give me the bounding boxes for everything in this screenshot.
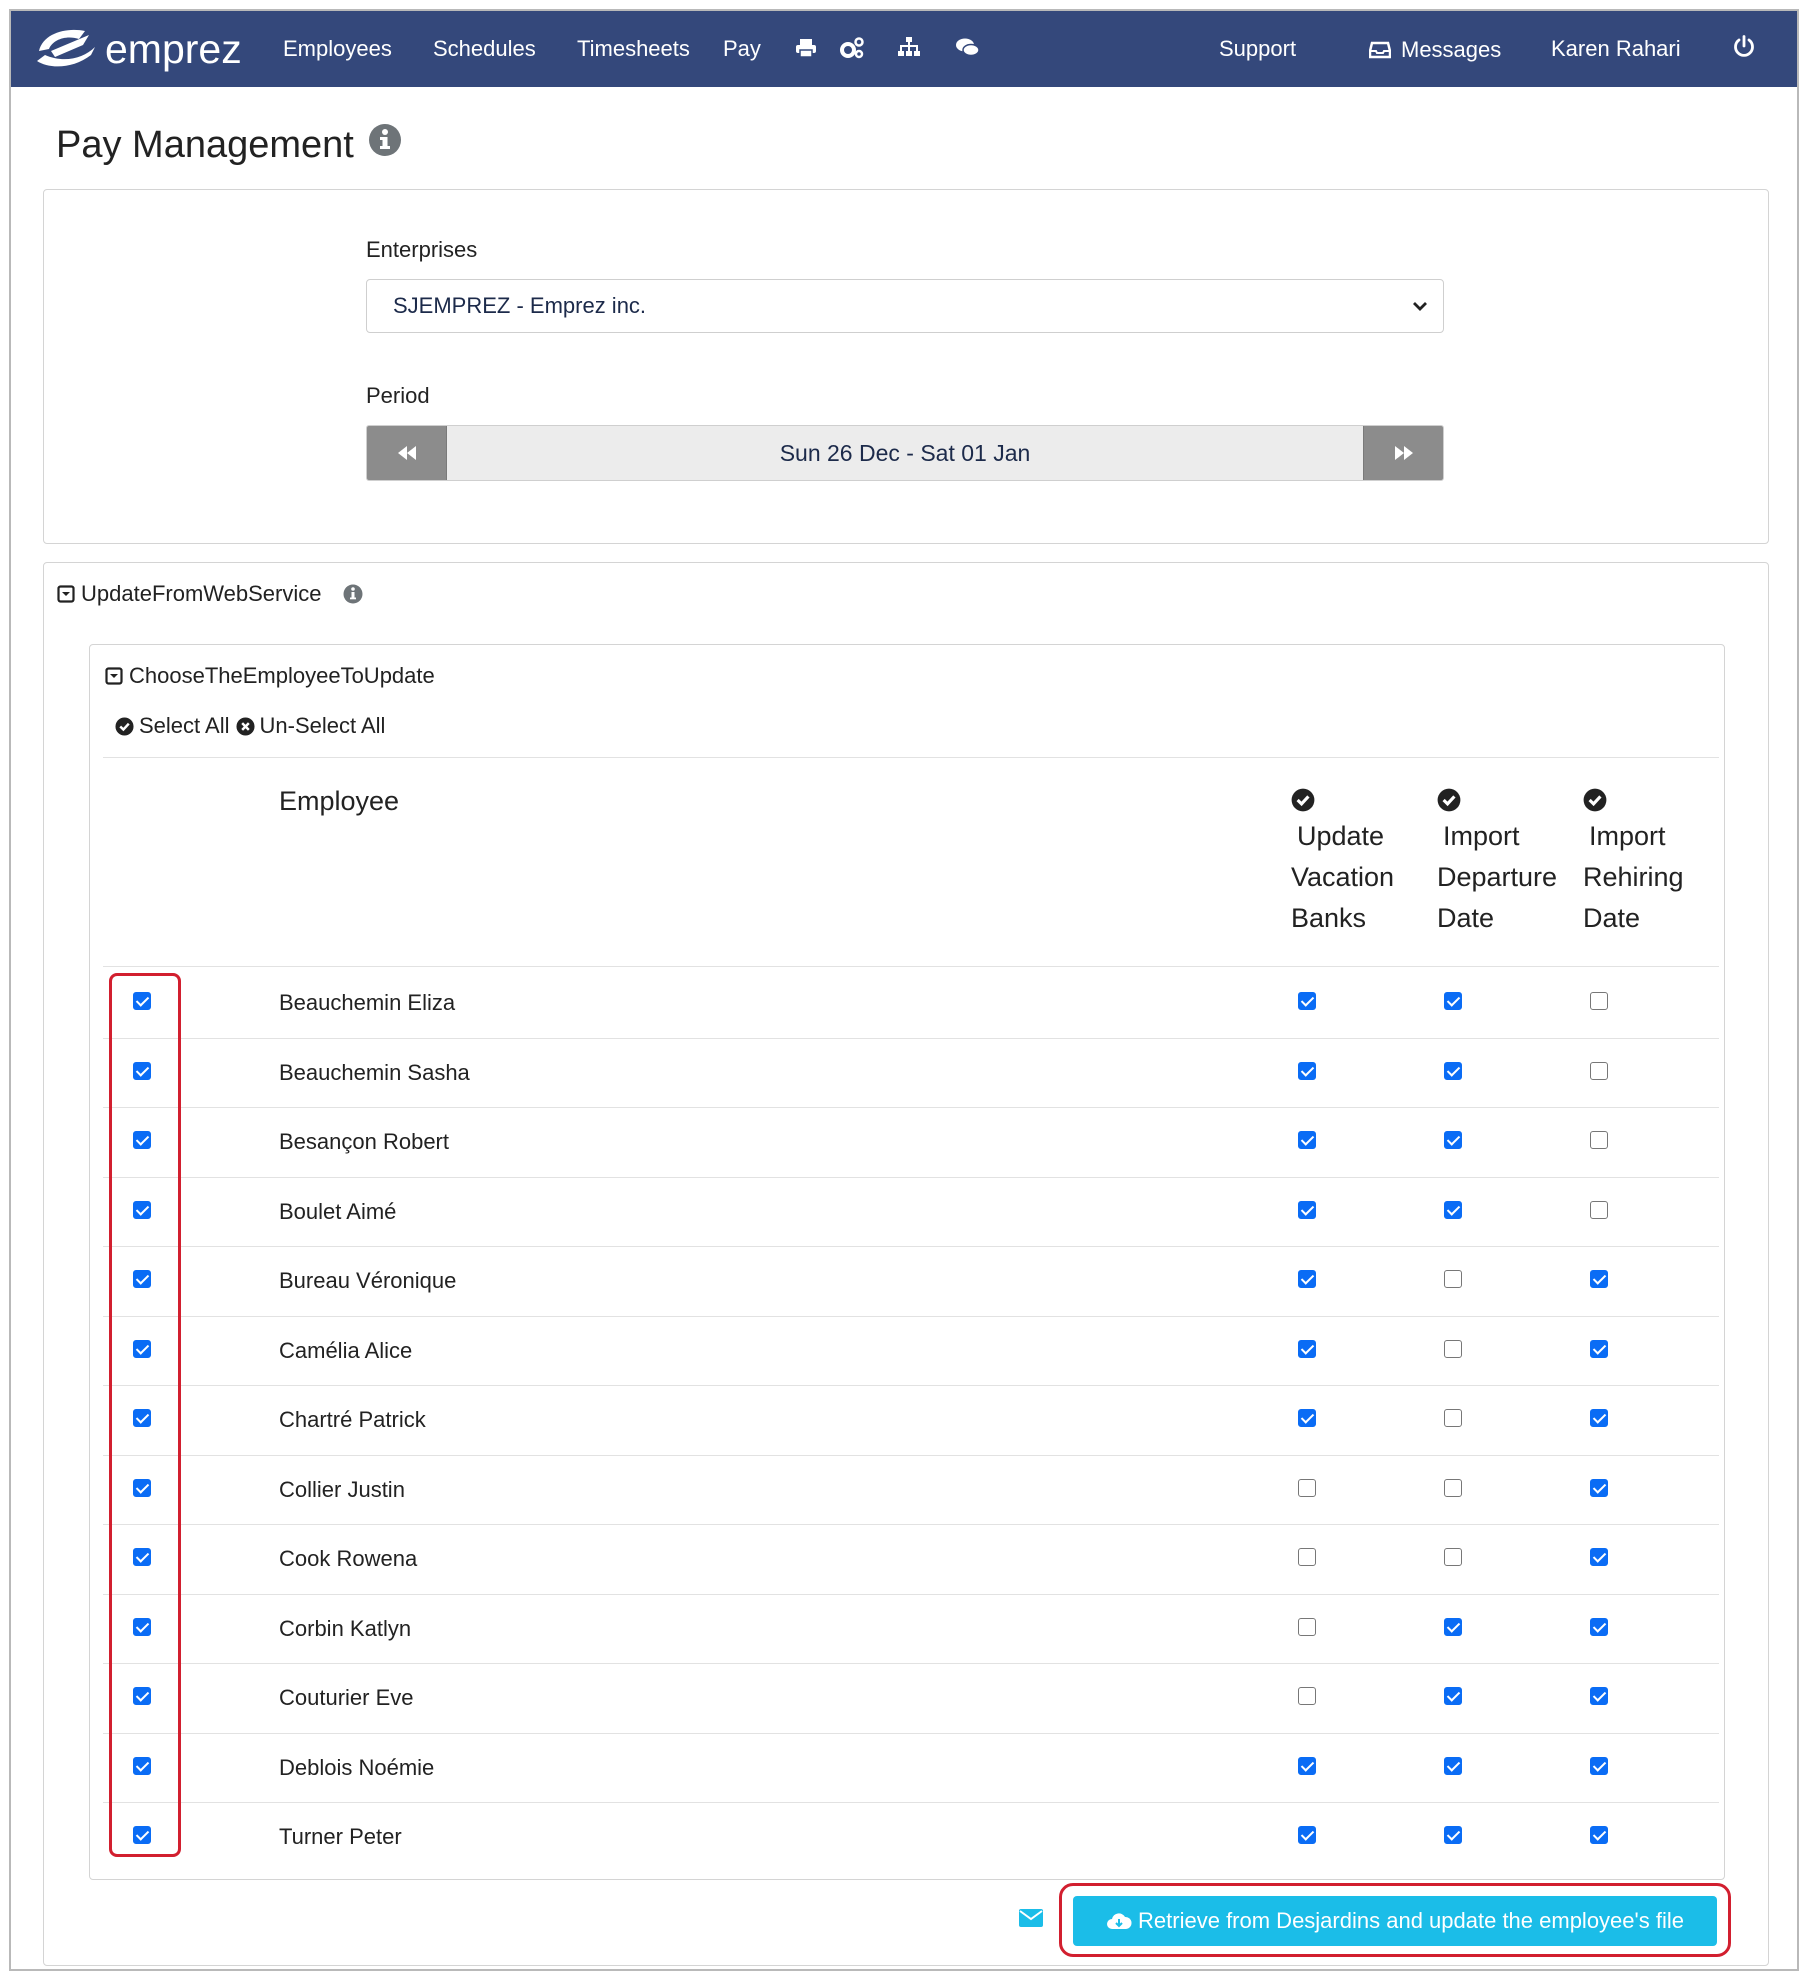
enterprises-label: Enterprises xyxy=(366,237,478,262)
employee-name: Camélia Alice xyxy=(279,1337,413,1363)
header-line: Banks xyxy=(1291,903,1367,933)
update-vacation-checkbox-cell xyxy=(1298,1618,1316,1636)
update-vacation-checkbox[interactable] xyxy=(1298,1270,1316,1288)
employee-name: Couturier Eve xyxy=(279,1685,414,1710)
import-rehiring-checkbox-cell xyxy=(1590,1757,1608,1775)
header-line: Import xyxy=(1589,821,1666,851)
filter-panel xyxy=(43,189,1769,544)
envelope-icon[interactable] xyxy=(1019,1909,1043,1932)
previous-period-button[interactable] xyxy=(367,426,447,480)
header-line: Rehiring xyxy=(1583,862,1684,892)
cloud-download-icon xyxy=(1106,1911,1132,1931)
update-vacation-checkbox-cell xyxy=(1298,1201,1316,1219)
check-circle-icon xyxy=(115,717,134,736)
update-vacation-checkbox-cell xyxy=(1298,1270,1316,1288)
update-vacation-checkbox-cell xyxy=(1298,1409,1316,1427)
import-departure-checkbox-cell xyxy=(1444,1618,1462,1636)
import-rehiring-checkbox-cell xyxy=(1590,1618,1608,1636)
column-header-employee: Employee xyxy=(279,786,400,816)
collapse-icon xyxy=(105,667,123,685)
import-departure-checkbox[interactable] xyxy=(1444,1687,1462,1705)
employee-name: Boulet Aimé xyxy=(279,1198,397,1224)
table-row xyxy=(103,1663,1719,1732)
employee-name: Deblois Noémie xyxy=(279,1754,435,1780)
retrieve-update-button[interactable] xyxy=(1073,1896,1717,1946)
import-rehiring-checkbox[interactable] xyxy=(1590,1687,1608,1705)
import-rehiring-checkbox[interactable] xyxy=(1590,1826,1608,1844)
table-row xyxy=(103,968,1719,1037)
import-departure-checkbox-cell xyxy=(1444,1757,1462,1775)
table-row xyxy=(103,1455,1719,1524)
selection-column-highlight xyxy=(109,973,181,1857)
import-departure-checkbox[interactable] xyxy=(1444,992,1462,1010)
comments-icon[interactable] xyxy=(955,37,981,59)
page-title xyxy=(56,123,402,167)
power-icon[interactable] xyxy=(1733,35,1755,64)
nav-pay[interactable]: Pay xyxy=(723,36,761,61)
employee-name: Beauchemin Eliza xyxy=(279,990,456,1015)
table-row xyxy=(103,1177,1719,1246)
import-rehiring-checkbox-cell xyxy=(1590,1270,1608,1288)
import-rehiring-checkbox-cell xyxy=(1590,1826,1608,1844)
update-vacation-checkbox[interactable] xyxy=(1298,1826,1316,1844)
import-rehiring-checkbox-cell xyxy=(1590,1479,1608,1497)
employee-name: Cook Rowena xyxy=(279,1546,418,1571)
update-vacation-checkbox-cell xyxy=(1298,1548,1316,1566)
import-departure-checkbox-cell xyxy=(1444,1131,1462,1149)
emprez-logo-icon xyxy=(33,25,99,73)
select-all-label: Select All xyxy=(139,713,230,738)
import-rehiring-checkbox[interactable] xyxy=(1590,1270,1608,1288)
update-vacation-checkbox[interactable] xyxy=(1298,1131,1316,1149)
update-vacation-checkbox-cell xyxy=(1298,1687,1316,1705)
nav-user[interactable]: Karen Rahari xyxy=(1551,36,1681,61)
table-row xyxy=(103,1107,1719,1176)
import-rehiring-checkbox[interactable] xyxy=(1590,1340,1608,1358)
brand-name: emprez xyxy=(105,25,242,72)
cogs-icon[interactable] xyxy=(839,36,865,60)
page-title-text: Pay Management xyxy=(56,123,354,166)
nav-employees[interactable]: Employees xyxy=(283,36,392,61)
table-row xyxy=(103,1316,1719,1385)
import-departure-checkbox-cell xyxy=(1444,992,1462,1010)
import-rehiring-checkbox[interactable] xyxy=(1590,1409,1608,1427)
selection-controls xyxy=(115,713,391,739)
import-departure-checkbox[interactable] xyxy=(1444,1062,1462,1080)
messages-label: Messages xyxy=(1401,37,1502,62)
info-icon[interactable] xyxy=(343,584,363,604)
nav-schedules[interactable]: Schedules xyxy=(433,36,536,61)
nav-timesheets[interactable]: Timesheets xyxy=(577,36,690,61)
update-vacation-checkbox[interactable] xyxy=(1298,1479,1316,1497)
table-row xyxy=(103,1733,1719,1802)
import-rehiring-checkbox-cell xyxy=(1590,992,1608,1010)
print-icon[interactable] xyxy=(795,38,817,58)
update-vacation-checkbox[interactable] xyxy=(1298,1757,1316,1775)
column-header-departure xyxy=(1437,788,1557,939)
import-rehiring-checkbox-cell xyxy=(1590,1131,1608,1149)
period-label: Period xyxy=(366,383,430,408)
nav-support[interactable]: Support xyxy=(1219,36,1297,61)
import-rehiring-checkbox-cell xyxy=(1590,1687,1608,1705)
app-window xyxy=(9,9,1799,1971)
sitemap-icon[interactable] xyxy=(897,36,921,58)
import-rehiring-checkbox-cell xyxy=(1590,1201,1608,1219)
column-header-vacation xyxy=(1291,788,1394,939)
enterprise-select-value: SJEMPREZ - Emprez inc. xyxy=(393,293,647,318)
choose-section-toggle[interactable] xyxy=(105,663,435,689)
table-row xyxy=(103,1385,1719,1454)
inbox-icon xyxy=(1369,41,1391,59)
fast-forward-icon xyxy=(1393,444,1415,462)
update-vacation-checkbox[interactable] xyxy=(1298,1201,1316,1219)
import-departure-checkbox-cell xyxy=(1444,1548,1462,1566)
import-departure-checkbox-cell xyxy=(1444,1479,1462,1497)
update-vacation-checkbox[interactable] xyxy=(1298,1548,1316,1566)
import-departure-checkbox-cell xyxy=(1444,1826,1462,1844)
fast-backward-icon xyxy=(396,444,418,462)
import-departure-checkbox-cell xyxy=(1444,1062,1462,1080)
check-circle-icon[interactable] xyxy=(1583,788,1607,812)
import-departure-checkbox-cell xyxy=(1444,1409,1462,1427)
header-line: Vacation xyxy=(1291,862,1395,892)
header-line: Import xyxy=(1443,821,1520,851)
header-line: Date xyxy=(1437,903,1495,933)
top-navbar xyxy=(11,11,1797,87)
update-vacation-checkbox-cell xyxy=(1298,992,1316,1010)
import-rehiring-checkbox[interactable] xyxy=(1590,992,1608,1010)
import-departure-checkbox[interactable] xyxy=(1444,1548,1462,1566)
import-departure-checkbox-cell xyxy=(1444,1201,1462,1219)
logo[interactable] xyxy=(33,25,253,73)
divider xyxy=(103,757,1719,758)
next-period-button[interactable] xyxy=(1363,426,1443,480)
update-vacation-checkbox-cell xyxy=(1298,1340,1316,1358)
check-circle-icon[interactable] xyxy=(1291,788,1315,812)
update-vacation-checkbox-cell xyxy=(1298,1479,1316,1497)
table-row xyxy=(103,1038,1719,1107)
import-rehiring-checkbox-cell xyxy=(1590,1340,1608,1358)
import-departure-checkbox[interactable] xyxy=(1444,1201,1462,1219)
import-rehiring-checkbox[interactable] xyxy=(1590,1062,1608,1080)
import-rehiring-checkbox-cell xyxy=(1590,1062,1608,1080)
import-departure-checkbox[interactable] xyxy=(1444,1618,1462,1636)
import-departure-checkbox[interactable] xyxy=(1444,1131,1462,1149)
update-vacation-checkbox[interactable] xyxy=(1298,1062,1316,1080)
employee-name: Besançon Robert xyxy=(279,1129,449,1154)
table-row xyxy=(103,1524,1719,1593)
period-value: Sun 26 Dec - Sat 01 Jan xyxy=(779,439,1031,466)
divider xyxy=(103,966,1719,967)
employee-name: Chartré Patrick xyxy=(279,1407,426,1432)
collapse-icon xyxy=(57,585,75,603)
header-line: Update xyxy=(1297,821,1385,851)
import-rehiring-checkbox[interactable] xyxy=(1590,1131,1608,1149)
import-departure-checkbox-cell xyxy=(1444,1340,1462,1358)
employee-name: Turner Peter xyxy=(279,1824,402,1849)
retrieve-button-label: Retrieve from Desjardins and update the employee's file xyxy=(1138,1908,1684,1933)
update-vacation-checkbox[interactable] xyxy=(1298,1340,1316,1358)
import-departure-checkbox[interactable] xyxy=(1444,1826,1462,1844)
import-departure-checkbox[interactable] xyxy=(1444,1409,1462,1427)
import-rehiring-checkbox-cell xyxy=(1590,1409,1608,1427)
employee-name: Collier Justin xyxy=(279,1476,405,1502)
column-header-rehiring xyxy=(1583,788,1684,939)
update-section-toggle[interactable] xyxy=(57,581,369,607)
import-departure-checkbox[interactable] xyxy=(1444,1757,1462,1775)
unselect-all-button[interactable] xyxy=(236,713,386,739)
unselect-all-label: Un-Select All xyxy=(259,713,386,738)
employee-name: Bureau Véronique xyxy=(279,1268,457,1293)
import-departure-checkbox[interactable] xyxy=(1444,1479,1462,1497)
import-rehiring-checkbox[interactable] xyxy=(1590,1618,1608,1636)
update-vacation-checkbox[interactable] xyxy=(1298,1618,1316,1636)
choose-section-title: ChooseTheEmployeeToUpdate xyxy=(129,663,435,688)
update-vacation-checkbox-cell xyxy=(1298,1131,1316,1149)
update-vacation-checkbox-cell xyxy=(1298,1757,1316,1775)
table-row xyxy=(103,1246,1719,1315)
chevron-down-icon xyxy=(1411,296,1429,316)
table-row xyxy=(103,1594,1719,1663)
import-rehiring-checkbox-cell xyxy=(1590,1548,1608,1566)
import-rehiring-checkbox[interactable] xyxy=(1590,1479,1608,1497)
import-departure-checkbox-cell xyxy=(1444,1270,1462,1288)
import-rehiring-checkbox[interactable] xyxy=(1590,1757,1608,1775)
times-circle-icon xyxy=(236,717,255,736)
header-line: Departure xyxy=(1437,862,1558,892)
nav-messages[interactable] xyxy=(1369,37,1501,63)
import-rehiring-checkbox[interactable] xyxy=(1590,1201,1608,1219)
header-line: Date xyxy=(1583,903,1641,933)
employee-name: Beauchemin Sasha xyxy=(279,1059,470,1085)
update-vacation-checkbox[interactable] xyxy=(1298,1687,1316,1705)
check-circle-icon[interactable] xyxy=(1437,788,1461,812)
update-section-title: UpdateFromWebService xyxy=(81,581,322,606)
table-row xyxy=(103,1802,1719,1871)
import-departure-checkbox-cell xyxy=(1444,1687,1462,1705)
employee-name: Corbin Katlyn xyxy=(279,1615,412,1641)
update-vacation-checkbox[interactable] xyxy=(1298,992,1316,1010)
update-vacation-checkbox-cell xyxy=(1298,1062,1316,1080)
update-vacation-checkbox-cell xyxy=(1298,1826,1316,1844)
import-rehiring-checkbox[interactable] xyxy=(1590,1548,1608,1566)
select-all-button[interactable] xyxy=(115,713,230,739)
info-icon[interactable] xyxy=(368,123,402,167)
import-departure-checkbox[interactable] xyxy=(1444,1270,1462,1288)
period-selector xyxy=(366,425,1444,481)
update-vacation-checkbox[interactable] xyxy=(1298,1409,1316,1427)
enterprise-select[interactable] xyxy=(366,279,1444,333)
import-departure-checkbox[interactable] xyxy=(1444,1340,1462,1358)
